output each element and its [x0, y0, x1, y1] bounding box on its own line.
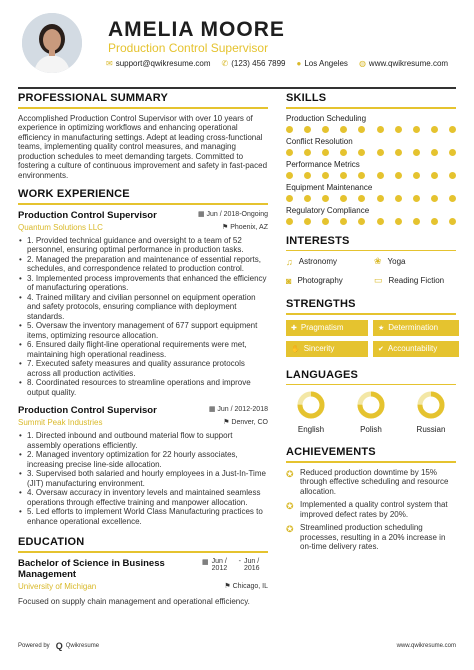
strengths-title: STRENGTHS	[286, 298, 356, 310]
section-rule	[18, 551, 268, 553]
location-pin-icon: ⚑	[222, 223, 231, 231]
rating-dot	[304, 218, 311, 225]
rating-dot	[377, 149, 384, 156]
language-item	[346, 390, 396, 434]
contact-bar	[106, 59, 459, 68]
interest-item: ◙ Photography	[286, 275, 343, 286]
skill-name: Regulatory Compliance	[286, 205, 370, 215]
company-name: Quantum Solutions LLC	[18, 222, 103, 232]
rating-dot	[340, 172, 347, 179]
calendar-icon: ▦	[197, 210, 207, 218]
footer-brand: Powered by Q Qwikresume	[18, 641, 100, 651]
skill-rating	[286, 218, 456, 225]
interest-item: ▭ Reading Fiction	[374, 275, 445, 285]
job-bullets	[18, 431, 268, 526]
rating-dot	[304, 172, 311, 179]
resume-header	[0, 0, 474, 84]
strength-badge: ✋ Sincerity	[286, 341, 368, 357]
list-item: • 4. Oversaw accuracy in inventory levels and maintained seamless operations through effective training and manpower allocation.	[18, 488, 268, 507]
rating-dot	[431, 195, 438, 202]
rating-dot	[304, 126, 311, 133]
language-level-ring	[296, 390, 326, 420]
globe-icon: ◍	[358, 59, 366, 68]
right-column	[286, 92, 456, 556]
section-rule	[286, 313, 456, 315]
achievement-item: ✪ Streamlined production scheduling processes, resulting in a 20% increase in on-time delivery rates.	[286, 523, 446, 551]
education-date: ▦ Jun / 2012 - Jun / 2016	[202, 557, 260, 572]
book-icon: ▭	[374, 275, 383, 285]
achievement-item: ✪ Implemented a quality control system that improved defect rates by 20%.	[286, 500, 448, 519]
job-entry	[18, 405, 268, 526]
job-bullets	[18, 236, 268, 398]
rating-dot	[322, 195, 329, 202]
list-item: • 3. Supervised both salaried and hourly employees in a Just-In-Time (JIT) manufacturing environment.	[18, 469, 268, 488]
badge-icon: ✪	[286, 501, 294, 511]
skills-list	[286, 114, 456, 225]
contact-location: ● Los Angeles	[296, 59, 348, 68]
list-item: • 1. Provided technical guidance and oversight to a team of 52 personnel, ensuring optimal performance in production tasks.	[18, 236, 268, 255]
rating-dot	[395, 149, 402, 156]
calendar-icon: ▦	[208, 406, 218, 413]
experience-title: WORK EXPERIENCE	[18, 188, 130, 200]
education-description: Focused on supply chain management and operational efficiency.	[18, 596, 250, 606]
rating-dot	[340, 218, 347, 225]
company-name: Summit Peak Industries	[18, 418, 103, 427]
education-section	[18, 536, 268, 606]
header-divider	[18, 87, 456, 89]
music-icon: ♫	[286, 256, 293, 267]
list-item: • 4. Trained military and civilian personnel on equipment operation and safety protocols, ensuring compliance with deployment standards.	[18, 293, 268, 322]
section-rule	[18, 203, 268, 205]
language-level-ring	[416, 390, 446, 420]
job-title: Production Control Supervisor	[18, 405, 157, 416]
language-item	[286, 390, 336, 434]
rating-dot	[322, 172, 329, 179]
interest-item: ❀ Yoga	[374, 256, 406, 266]
footer	[18, 641, 456, 651]
rating-dot	[449, 149, 456, 156]
hand-icon: ✋	[291, 345, 300, 353]
rating-dot	[358, 172, 365, 179]
rating-dot	[322, 126, 329, 133]
strength-badge: ★ Determination	[373, 320, 459, 336]
summary-section	[18, 92, 268, 180]
experience-section	[18, 188, 268, 526]
phone-icon: ✆	[221, 59, 229, 68]
education-location: ⚑ Chicago, IL	[224, 582, 268, 590]
left-column	[18, 92, 268, 606]
candidate-role: Production Control Supervisor	[108, 41, 269, 55]
rating-dot	[377, 218, 384, 225]
section-rule	[286, 250, 456, 252]
rating-dot	[304, 149, 311, 156]
list-item: • 8. Coordinated resources to streamline operations and improve output quality.	[18, 378, 268, 397]
list-item: • 5. Led efforts to implement World Class Manufacturing practices to enhance operational excellence.	[18, 507, 268, 526]
job-date: ▦ Jun / 2018-Ongoing	[197, 210, 268, 218]
list-item: • 7. Executed safety measures and quality assurance protocols across all production activities.	[18, 359, 268, 378]
check-icon: ✔	[378, 345, 384, 353]
rating-dot	[449, 172, 456, 179]
rating-dot	[304, 195, 311, 202]
contact-phone[interactable]: ✆ (123) 456 7899	[221, 59, 286, 68]
skill-name: Equipment Maintenance	[286, 182, 373, 192]
skill-rating	[286, 195, 456, 202]
rating-dot	[340, 195, 347, 202]
contact-website[interactable]: ◍ www.qwikresume.com	[358, 59, 449, 68]
rating-dot	[413, 172, 420, 179]
summary-text: Accomplished Production Control Supervisor with over 10 years of experience in optimizing workflows and enhancing operational efficiency in manufacturing settings. Adept at leading cross-functional teams, implementing quality control measures, and managing production schedules to meet demanding targets. Committed to fostering a culture of continuous improvement and safety in fast-paced environments.	[18, 113, 268, 180]
section-rule	[286, 384, 456, 386]
skill-rating	[286, 172, 456, 179]
skills-section	[286, 92, 456, 225]
strength-badge: ✔ Accountability	[373, 341, 459, 357]
rating-dot	[395, 172, 402, 179]
list-item: • 2. Managed the preparation and maintenance of essential reports, schedules, and correspondence related to production control.	[18, 255, 268, 274]
skill-name: Production Scheduling	[286, 113, 367, 123]
list-item: • 3. Implemented process improvements that enhanced the efficiency of manufacturing operations.	[18, 274, 268, 293]
interests-section	[286, 235, 456, 287]
job-title: Production Control Supervisor	[18, 209, 157, 221]
skill-name: Conflict Resolution	[286, 136, 353, 146]
rating-dot	[377, 126, 384, 133]
yoga-icon: ❀	[374, 256, 382, 266]
skill-rating	[286, 126, 456, 133]
language-item	[406, 390, 456, 434]
candidate-name: AMELIA MOORE	[108, 18, 285, 41]
location-pin-icon: ⚑	[223, 419, 232, 426]
rating-dot	[413, 149, 420, 156]
camera-icon: ◙	[286, 275, 292, 286]
rating-dot	[286, 126, 293, 133]
language-level-ring	[356, 390, 386, 420]
strengths-section	[286, 298, 456, 357]
location-pin-icon: ●	[296, 59, 302, 68]
section-rule	[286, 107, 456, 109]
language-name: Russian	[416, 425, 446, 434]
skill-item	[286, 206, 456, 225]
qwikresume-logo-icon: Q	[55, 641, 63, 651]
rating-dot	[377, 172, 384, 179]
languages-section	[286, 369, 456, 435]
achievements-section	[286, 446, 456, 552]
rating-dot	[431, 218, 438, 225]
rating-dot	[286, 172, 293, 179]
list-item: • 5. Oversaw the inventory management of 677 support equipment items, optimizing resource allocation.	[18, 321, 268, 340]
rating-dot	[449, 218, 456, 225]
education-title: EDUCATION	[18, 536, 85, 548]
list-item: • 1. Directed inbound and outbound material flow to support assembly operations efficiently.	[18, 431, 268, 450]
skill-item	[286, 160, 456, 179]
skill-rating	[286, 149, 456, 156]
job-location: ⚑ Denver, CO	[223, 419, 268, 426]
rating-dot	[358, 218, 365, 225]
strength-badge: ✚ Pragmatism	[286, 320, 368, 336]
summary-title: PROFESSIONAL SUMMARY	[18, 92, 169, 104]
list-item: • 2. Managed inventory optimization for 22 hourly associates, increasing precise line-side allocation.	[18, 450, 268, 469]
rating-dot	[286, 218, 293, 225]
rating-dot	[431, 149, 438, 156]
profile-photo	[22, 13, 82, 73]
brand-link[interactable]: Qwikresume	[65, 643, 100, 649]
job-date: ▦ Jun / 2012-2018	[208, 406, 268, 413]
rating-dot	[358, 195, 365, 202]
interests-title: INTERESTS	[286, 234, 350, 247]
rating-dot	[413, 195, 420, 202]
rating-dot	[395, 195, 402, 202]
achievement-item: ✪ Reduced production downtime by 15% through effective scheduling and resource allocation.	[286, 467, 449, 496]
skill-item	[286, 183, 456, 202]
interest-item: ♫ Astronomy	[286, 256, 337, 267]
badge-icon: ✪	[286, 468, 294, 479]
section-rule	[286, 461, 456, 463]
rating-dot	[413, 126, 420, 133]
list-item: • 6. Ensured daily flight-line operational requirements were met, maintaining high operational readiness.	[18, 340, 268, 359]
hammer-icon: ✚	[291, 324, 297, 332]
rating-dot	[340, 149, 347, 156]
languages-row	[286, 390, 456, 434]
languages-title: LANGUAGES	[286, 368, 359, 381]
rating-dot	[286, 149, 293, 156]
email-icon: ✉	[106, 59, 113, 68]
job-location: ⚑ Phoenix, AZ	[222, 223, 268, 231]
rating-dot	[449, 126, 456, 133]
rating-dot	[286, 195, 293, 202]
strengths-grid	[286, 320, 456, 357]
language-name: English	[297, 425, 325, 434]
badge-icon: ✪	[286, 524, 294, 534]
star-icon: ★	[378, 324, 385, 332]
calendar-icon: ▦	[202, 558, 209, 566]
contact-email[interactable]: ✉ support@qwikresume.com	[106, 59, 211, 68]
school-name: University of Michigan	[18, 581, 97, 591]
rating-dot	[322, 218, 329, 225]
job-entry	[18, 210, 268, 398]
rating-dot	[358, 126, 365, 133]
skills-title: SKILLS	[286, 92, 327, 104]
skill-item	[286, 114, 456, 133]
degree: Bachelor of Science in Business Management	[18, 557, 165, 580]
rating-dot	[377, 195, 384, 202]
achievements-title: ACHIEVEMENTS	[286, 446, 376, 458]
skill-item	[286, 137, 456, 156]
location-pin-icon: ⚑	[224, 582, 233, 590]
skill-name: Performance Metrics	[286, 159, 360, 169]
rating-dot	[413, 218, 420, 225]
interests-grid	[286, 256, 456, 286]
rating-dot	[340, 126, 347, 133]
rating-dot	[395, 126, 402, 133]
rating-dot	[358, 149, 365, 156]
rating-dot	[395, 218, 402, 225]
section-rule	[18, 107, 268, 109]
rating-dot	[322, 149, 329, 156]
rating-dot	[431, 126, 438, 133]
language-name: Polish	[360, 425, 382, 434]
rating-dot	[449, 195, 456, 202]
footer-url[interactable]: www.qwikresume.com	[396, 643, 456, 649]
rating-dot	[431, 172, 438, 179]
